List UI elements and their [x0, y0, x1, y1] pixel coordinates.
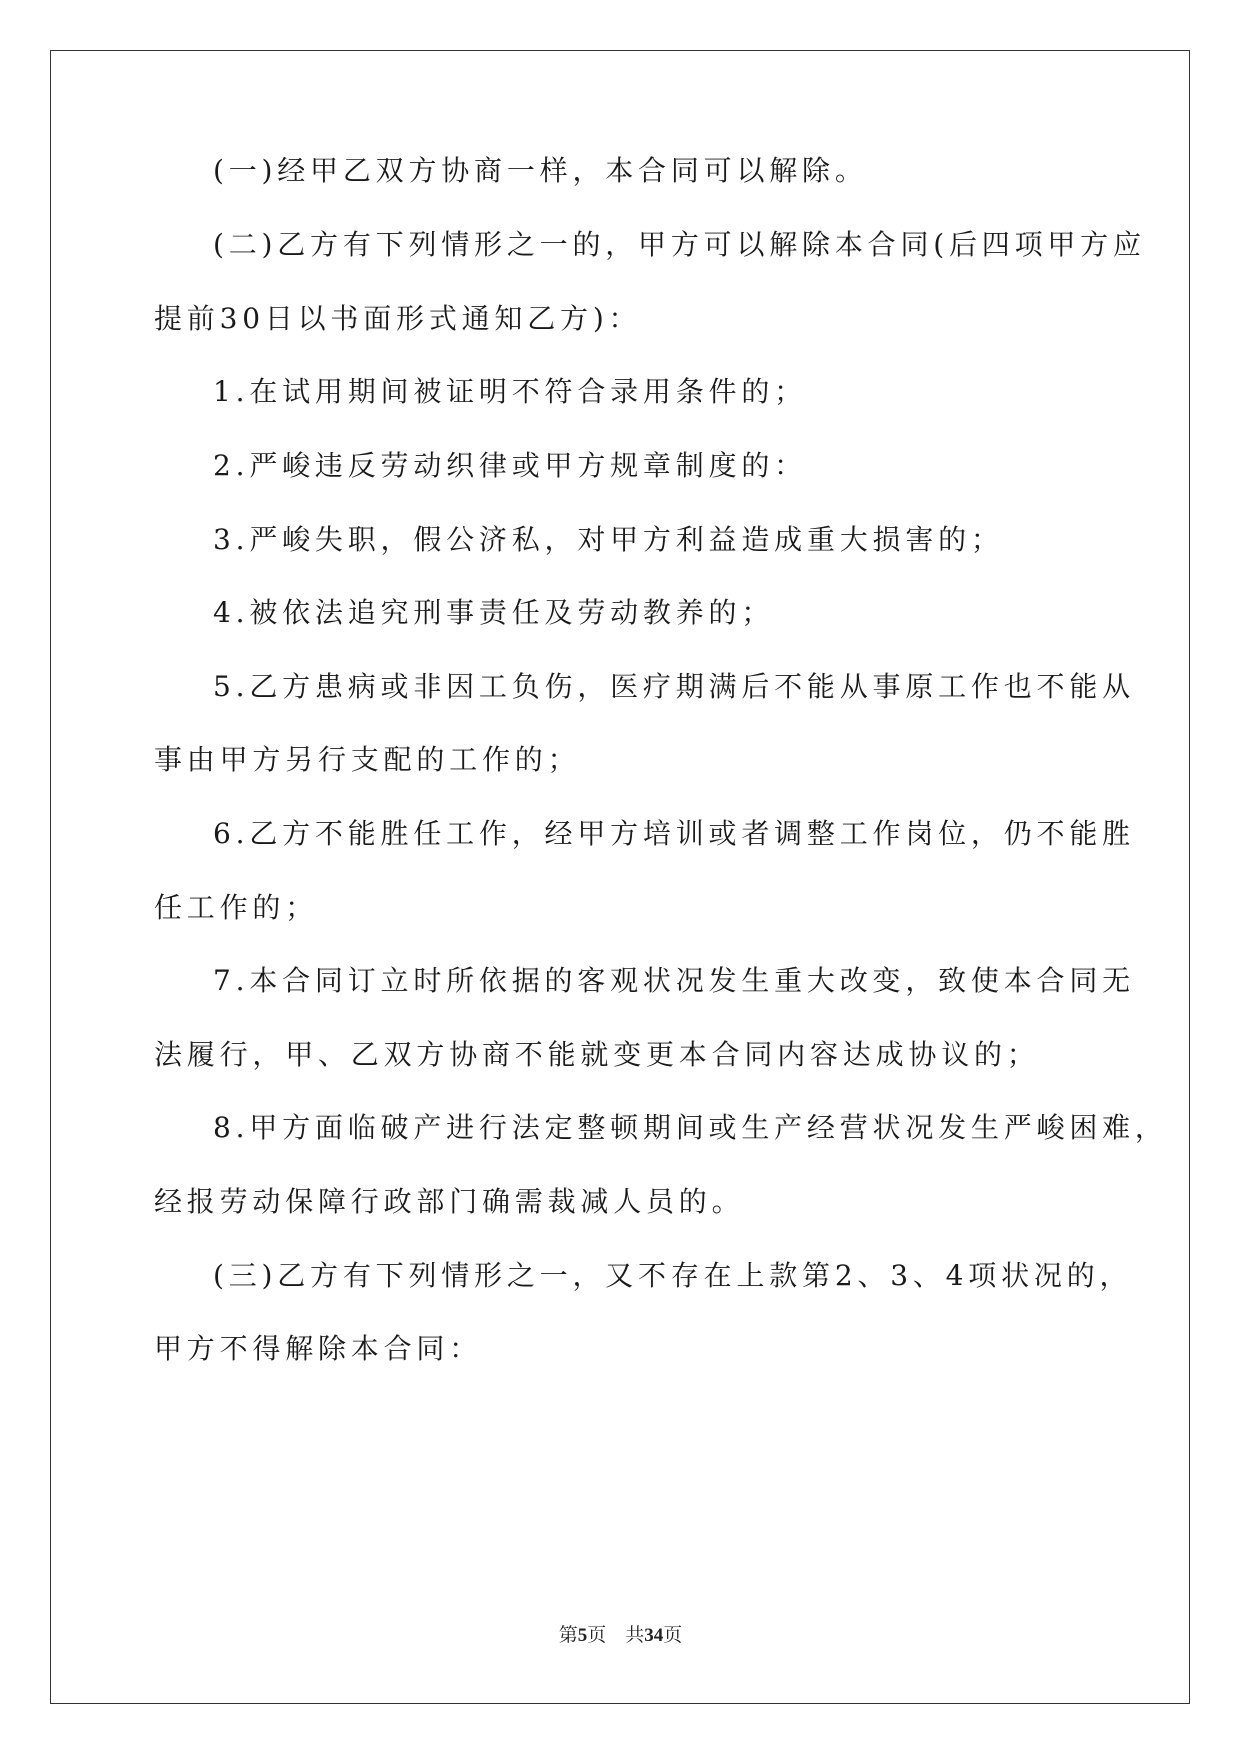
item-6-line-2: 任工作的； [154, 891, 319, 924]
item-2: 2.严峻违反劳动织律或甲方规章制度的： [213, 449, 807, 482]
clause-3-2-line-1: (二)乙方有下列情形之一的，甲方可以解除本合同(后四项甲方应 [213, 228, 1146, 261]
item-8-line-1: 8.甲方面临破产进行法定整顿期间或生产经营状况发生严峻困难， [213, 1111, 1168, 1144]
total-prefix: 共 [625, 1625, 645, 1646]
item-5-line-1: 5.乙方患病或非因工负伤，医疗期满后不能从事原工作也不能从 [213, 670, 1135, 703]
page-prefix: 第 [558, 1625, 578, 1646]
item-7-line-1: 7.本合同订立时所依据的客观状况发生重大改变，致使本合同无 [213, 964, 1135, 997]
page-number: 5 [577, 1625, 588, 1646]
page-suffix: 页 [587, 1625, 607, 1646]
clause-3-2-line-2: 提前30日以书面形式通知乙方)： [154, 302, 642, 335]
item-3: 3.严峻失职，假公济私，对甲方利益造成重大损害的； [213, 523, 1004, 556]
page-footer [0, 1620, 1241, 1647]
item-8-line-2: 经报劳动保障行政部门确需裁减人员的。 [154, 1185, 745, 1218]
item-6-line-1: 6.乙方不能胜任工作，经甲方培训或者调整工作岗位，仍不能胜 [213, 817, 1135, 850]
total-suffix: 页 [663, 1625, 683, 1646]
item-1: 1.在试用期间被证明不符合录用条件的； [213, 375, 807, 408]
total-pages: 34 [644, 1625, 664, 1646]
item-5-line-2: 事由甲方另行支配的工作的； [154, 743, 581, 776]
clause-3-3-line-2: 甲方不得解除本合同： [154, 1332, 483, 1365]
item-7-line-2: 法履行，甲、乙双方协商不能就变更本合同内容达成协议的； [154, 1038, 1040, 1071]
item-4: 4.被依法追究刑事责任及劳动教养的； [213, 596, 775, 629]
clause-3-1: (一)经甲乙双方协商一样，本合同可以解除。 [213, 154, 868, 187]
clause-3-3-line-1: (三)乙方有下列情形之一，又不存在上款第2、3、4项状况的， [213, 1259, 1133, 1292]
